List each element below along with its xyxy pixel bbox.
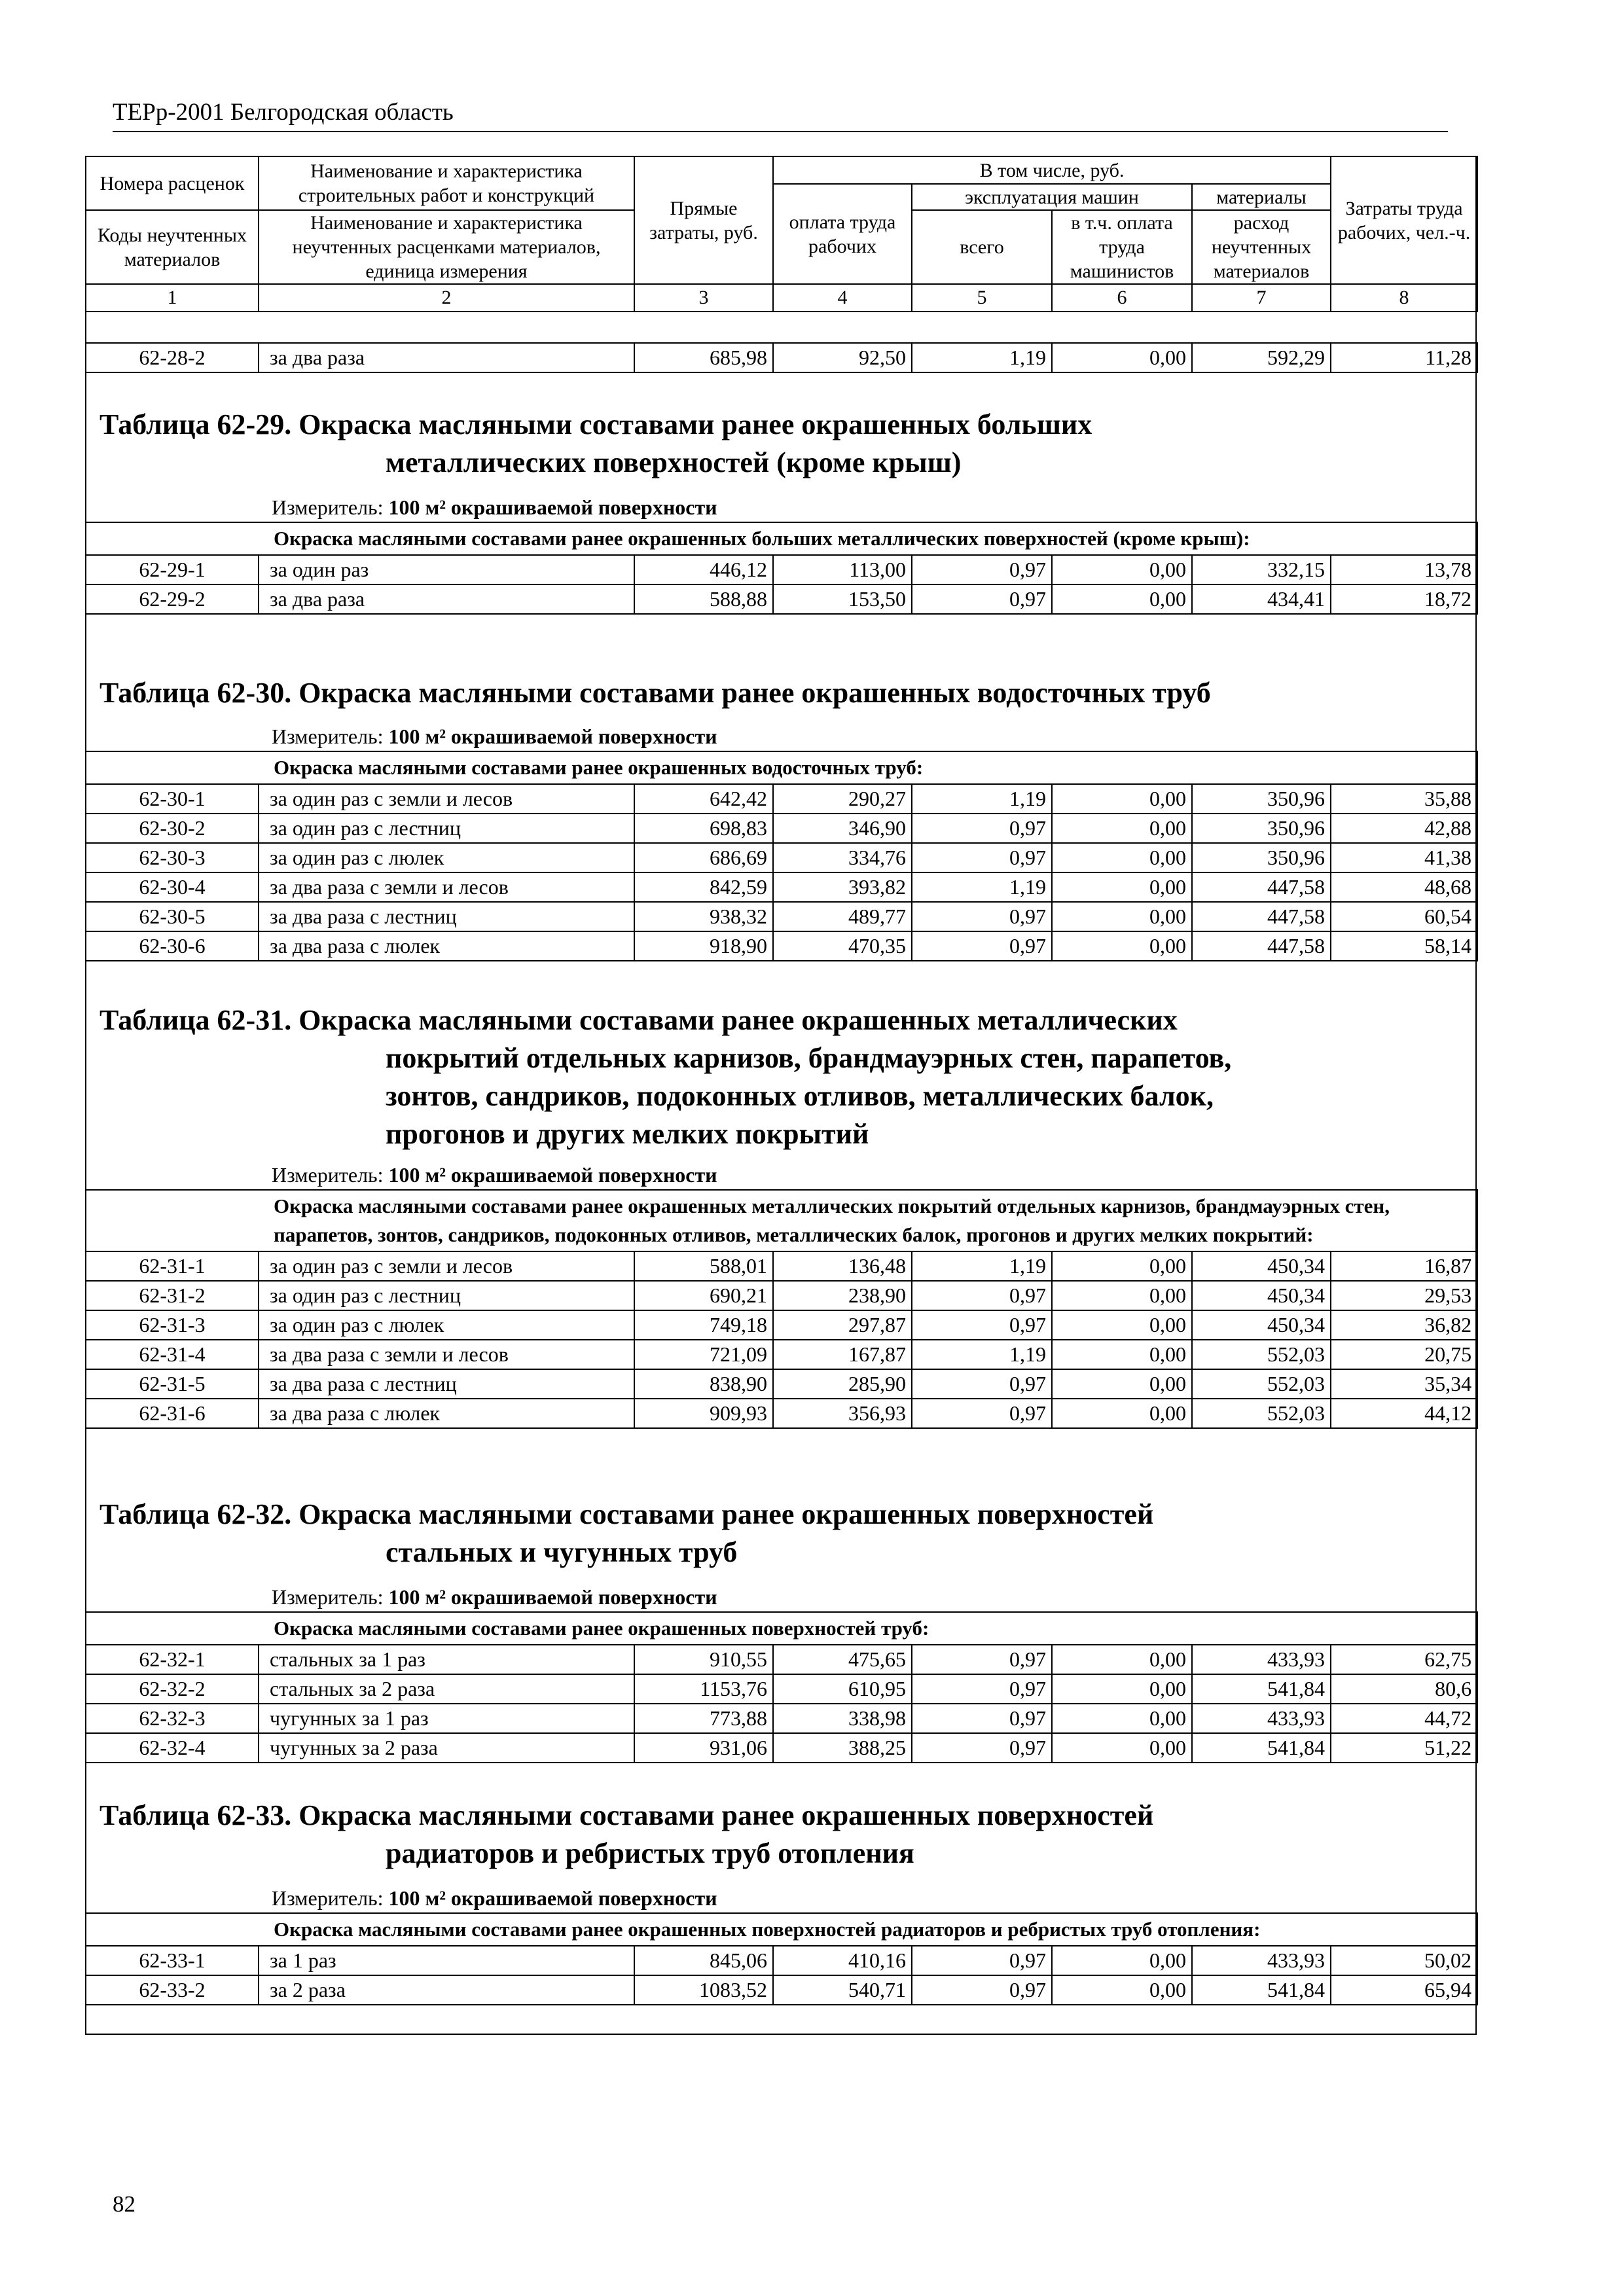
header-direct-costs: Прямые затраты, руб. — [634, 156, 773, 284]
rate-description-cell: за два раза с лестниц — [259, 902, 634, 931]
rate-code-cell: 62-30-1 — [86, 784, 259, 814]
value-cell: 0,00 — [1052, 1645, 1192, 1674]
value-cell: 446,12 — [634, 555, 773, 584]
table-title-line: прогонов и других мелких покрытий — [386, 1118, 869, 1150]
table-row — [86, 1340, 1477, 1369]
rate-code-cell: 62-28-2 — [86, 343, 259, 372]
value-cell: 0,97 — [912, 1645, 1052, 1674]
rate-code-cell: 62-30-6 — [86, 931, 259, 961]
rates-table — [85, 1912, 1478, 2005]
value-cell: 44,72 — [1331, 1704, 1477, 1733]
value-cell: 62,75 — [1331, 1645, 1477, 1674]
table-row — [86, 843, 1477, 872]
value-cell: 60,54 — [1331, 902, 1477, 931]
value-cell: 0,00 — [1052, 931, 1192, 961]
header-work-name: Наименование и характеристика строительных работ и конструкций — [259, 156, 634, 210]
value-cell: 721,09 — [634, 1340, 773, 1369]
table-row — [86, 902, 1477, 931]
value-cell: 350,96 — [1192, 784, 1331, 814]
value-cell: 433,93 — [1192, 1946, 1331, 1975]
meter-line — [272, 1162, 717, 1188]
header-machinist-pay: в т.ч. оплата труда машинистов — [1052, 210, 1192, 284]
header-material-name: Наименование и характеристика неучтенных расценками материалов, единица измерения — [259, 210, 634, 284]
column-number-7: 7 — [1192, 284, 1331, 312]
rate-code-cell: 62-29-1 — [86, 555, 259, 584]
value-cell: 0,00 — [1052, 1704, 1192, 1733]
value-cell: 447,58 — [1192, 931, 1331, 961]
value-cell: 749,18 — [634, 1310, 773, 1340]
value-cell: 50,02 — [1331, 1946, 1477, 1975]
value-cell: 113,00 — [773, 555, 912, 584]
column-number-4: 4 — [773, 284, 912, 312]
value-cell: 1083,52 — [634, 1975, 773, 2005]
header-including: В том числе, руб. — [773, 156, 1331, 184]
table-title-line: Таблица 62-32. Окраска масляными составами ранее окрашенных поверхностей — [99, 1498, 1154, 1530]
rate-description-cell: стальных за 1 раз — [259, 1645, 634, 1674]
column-number-8: 8 — [1331, 284, 1477, 312]
rate-code-cell: 62-33-2 — [86, 1975, 259, 2005]
value-cell: 0,00 — [1052, 1369, 1192, 1399]
value-cell: 552,03 — [1192, 1369, 1331, 1399]
meter-label: Измеритель: — [272, 1585, 384, 1609]
value-cell: 65,94 — [1331, 1975, 1477, 2005]
value-cell: 346,90 — [773, 814, 912, 843]
value-cell: 48,68 — [1331, 872, 1477, 902]
value-cell: 20,75 — [1331, 1340, 1477, 1369]
value-cell: 450,34 — [1192, 1310, 1331, 1340]
value-cell: 592,29 — [1192, 343, 1331, 372]
value-cell: 29,53 — [1331, 1281, 1477, 1310]
table-title-line: Таблица 62-29. Окраска масляными составами ранее окрашенных больших — [99, 408, 1092, 440]
value-cell: 910,55 — [634, 1645, 773, 1674]
table-title-line: Таблица 62-30. Окраска масляными составами ранее окрашенных водосточных труб — [99, 677, 1211, 709]
meter-value: 100 м² окрашиваемой поверхности — [388, 1886, 717, 1910]
table-title-line: покрытий отдельных карнизов, брандмауэрных стен, парапетов, — [386, 1042, 1232, 1074]
rate-description-cell: стальных за 2 раза — [259, 1674, 634, 1704]
value-cell: 938,32 — [634, 902, 773, 931]
value-cell: 1153,76 — [634, 1674, 773, 1704]
header-labor-pay: оплата труда рабочих — [773, 184, 912, 284]
value-cell: 0,00 — [1052, 1281, 1192, 1310]
header-machine-operation: эксплуатация машин — [912, 184, 1192, 210]
table-row — [86, 1310, 1477, 1340]
table-title — [99, 406, 1468, 482]
rate-code-cell: 62-32-4 — [86, 1733, 259, 1763]
value-cell: 450,34 — [1192, 1251, 1331, 1281]
value-cell: 11,28 — [1331, 343, 1477, 372]
value-cell: 0,00 — [1052, 902, 1192, 931]
value-cell: 41,38 — [1331, 843, 1477, 872]
rate-description-cell: за два раза с лестниц — [259, 1369, 634, 1399]
meter-line — [272, 1885, 717, 1911]
column-number-2: 2 — [259, 284, 634, 312]
column-number-6: 6 — [1052, 284, 1192, 312]
value-cell: 136,48 — [773, 1251, 912, 1281]
rate-description-cell: за один раз — [259, 555, 634, 584]
value-cell: 393,82 — [773, 872, 912, 902]
value-cell: 470,35 — [773, 931, 912, 961]
meter-line — [272, 494, 717, 520]
meter-value: 100 м² окрашиваемой поверхности — [388, 495, 717, 519]
value-cell: 0,00 — [1052, 1674, 1192, 1704]
value-cell: 0,97 — [912, 1369, 1052, 1399]
value-cell: 588,01 — [634, 1251, 773, 1281]
table-title-line: зонтов, сандриков, подоконных отливов, металлических балок, — [386, 1080, 1214, 1112]
meter-line — [272, 723, 717, 749]
rate-description-cell: за один раз с лестниц — [259, 814, 634, 843]
table-title-line: металлических поверхностей (кроме крыш) — [386, 446, 962, 478]
meter-label: Измеритель: — [272, 1886, 384, 1910]
rate-description-cell: за два раза — [259, 584, 634, 614]
value-cell: 540,71 — [773, 1975, 912, 2005]
value-cell: 238,90 — [773, 1281, 912, 1310]
value-cell: 332,15 — [1192, 555, 1331, 584]
value-cell: 931,06 — [634, 1733, 773, 1763]
header-rule — [113, 131, 1448, 132]
table-title-line: радиаторов и ребристых труб отопления — [386, 1837, 914, 1869]
value-cell: 0,00 — [1052, 1310, 1192, 1340]
value-cell: 698,83 — [634, 814, 773, 843]
value-cell: 447,58 — [1192, 902, 1331, 931]
table-row — [86, 1281, 1477, 1310]
value-cell: 0,00 — [1052, 555, 1192, 584]
value-cell: 13,78 — [1331, 555, 1477, 584]
value-cell: 918,90 — [634, 931, 773, 961]
value-cell: 0,00 — [1052, 1251, 1192, 1281]
value-cell: 356,93 — [773, 1399, 912, 1428]
value-cell: 489,77 — [773, 902, 912, 931]
rate-description-cell: за один раз с лестниц — [259, 1281, 634, 1310]
value-cell: 845,06 — [634, 1946, 773, 1975]
value-cell: 0,97 — [912, 843, 1052, 872]
table-title — [99, 1496, 1468, 1571]
rate-code-cell: 62-31-6 — [86, 1399, 259, 1428]
value-cell: 0,00 — [1052, 343, 1192, 372]
value-cell: 0,00 — [1052, 584, 1192, 614]
value-cell: 773,88 — [634, 1704, 773, 1733]
rate-code-cell: 62-29-2 — [86, 584, 259, 614]
value-cell: 541,84 — [1192, 1975, 1331, 2005]
value-cell: 909,93 — [634, 1399, 773, 1428]
value-cell: 1,19 — [912, 1251, 1052, 1281]
value-cell: 410,16 — [773, 1946, 912, 1975]
value-cell: 552,03 — [1192, 1399, 1331, 1428]
value-cell: 0,97 — [912, 1704, 1052, 1733]
value-cell: 0,97 — [912, 1733, 1052, 1763]
meter-value: 100 м² окрашиваемой поверхности — [388, 725, 717, 748]
table-row — [86, 1733, 1477, 1763]
table-row — [86, 784, 1477, 814]
value-cell: 541,84 — [1192, 1674, 1331, 1704]
value-cell: 450,34 — [1192, 1281, 1331, 1310]
rates-table — [85, 751, 1478, 961]
table-title-line: Таблица 62-33. Окраска масляными составами ранее окрашенных поверхностей — [99, 1799, 1154, 1831]
table-row — [86, 1975, 1477, 2005]
value-cell: 388,25 — [773, 1733, 912, 1763]
meter-value: 100 м² окрашиваемой поверхности — [388, 1163, 717, 1187]
value-cell: 0,00 — [1052, 1975, 1192, 2005]
value-cell: 0,97 — [912, 1674, 1052, 1704]
rates-table — [85, 522, 1478, 615]
value-cell: 552,03 — [1192, 1340, 1331, 1369]
rate-description-cell: чугунных за 1 раз — [259, 1704, 634, 1733]
group-heading: Окраска масляными составами ранее окрашенных поверхностей радиаторов и ребристых труб отопления: — [86, 1913, 1477, 1946]
value-cell: 0,97 — [912, 1946, 1052, 1975]
table-row — [86, 1251, 1477, 1281]
value-cell: 433,93 — [1192, 1645, 1331, 1674]
value-cell: 838,90 — [634, 1369, 773, 1399]
value-cell: 0,00 — [1052, 1399, 1192, 1428]
value-cell: 0,97 — [912, 931, 1052, 961]
table-title-line: стальных и чугунных труб — [386, 1536, 738, 1568]
value-cell: 0,97 — [912, 555, 1052, 584]
rate-code-cell: 62-30-2 — [86, 814, 259, 843]
value-cell: 0,00 — [1052, 784, 1192, 814]
rate-code-cell: 62-30-4 — [86, 872, 259, 902]
group-heading: Окраска масляными составами ранее окрашенных поверхностей труб: — [86, 1612, 1477, 1645]
rate-description-cell: за один раз с люлек — [259, 1310, 634, 1340]
page-number: 82 — [113, 2191, 135, 2217]
value-cell: 58,14 — [1331, 931, 1477, 961]
value-cell: 686,69 — [634, 843, 773, 872]
value-cell: 1,19 — [912, 343, 1052, 372]
value-cell: 0,00 — [1052, 843, 1192, 872]
header-rate-numbers: Номера расценок — [86, 156, 259, 210]
column-number-5: 5 — [912, 284, 1052, 312]
table-row — [86, 1645, 1477, 1674]
rate-description-cell: за два раза — [259, 343, 634, 372]
value-cell: 0,97 — [912, 1399, 1052, 1428]
table-row — [86, 872, 1477, 902]
header-materials: материалы — [1192, 184, 1331, 210]
value-cell: 0,00 — [1052, 1733, 1192, 1763]
value-cell: 0,00 — [1052, 872, 1192, 902]
header-material-consumption: расход неучтенных материалов — [1192, 210, 1331, 284]
rate-code-cell: 62-31-2 — [86, 1281, 259, 1310]
value-cell: 36,82 — [1331, 1310, 1477, 1340]
table-row — [86, 931, 1477, 961]
value-cell: 44,12 — [1331, 1399, 1477, 1428]
value-cell: 51,22 — [1331, 1733, 1477, 1763]
table-row — [86, 814, 1477, 843]
rate-code-cell: 62-31-5 — [86, 1369, 259, 1399]
group-heading: Окраска масляными составами ранее окрашенных водосточных труб: — [86, 751, 1477, 784]
rate-code-cell: 62-33-1 — [86, 1946, 259, 1975]
rate-code-cell: 62-32-3 — [86, 1704, 259, 1733]
value-cell: 0,97 — [912, 1310, 1052, 1340]
column-number-1: 1 — [86, 284, 259, 312]
rate-description-cell: за один раз с люлек — [259, 843, 634, 872]
header-total: всего — [912, 210, 1052, 284]
value-cell: 0,00 — [1052, 814, 1192, 843]
value-cell: 0,97 — [912, 814, 1052, 843]
rate-code-cell: 62-31-4 — [86, 1340, 259, 1369]
value-cell: 92,50 — [773, 343, 912, 372]
group-heading: Окраска масляными составами ранее окрашенных больших металлических поверхностей (кроме крыш): — [86, 522, 1477, 555]
table-row — [86, 584, 1477, 614]
rates-table — [85, 1611, 1478, 1763]
value-cell: 338,98 — [773, 1704, 912, 1733]
rate-code-cell: 62-32-2 — [86, 1674, 259, 1704]
value-cell: 588,88 — [634, 584, 773, 614]
table-row — [86, 1369, 1477, 1399]
rate-code-cell: 62-31-3 — [86, 1310, 259, 1340]
rate-code-cell: 62-31-1 — [86, 1251, 259, 1281]
value-cell: 447,58 — [1192, 872, 1331, 902]
rate-description-cell: за один раз с земли и лесов — [259, 784, 634, 814]
table-title — [99, 1797, 1468, 1873]
value-cell: 1,19 — [912, 784, 1052, 814]
column-header-table — [85, 156, 1478, 312]
rate-description-cell: за два раза с земли и лесов — [259, 872, 634, 902]
value-cell: 297,87 — [773, 1310, 912, 1340]
value-cell: 334,76 — [773, 843, 912, 872]
value-cell: 350,96 — [1192, 843, 1331, 872]
continued-rows-table — [85, 342, 1478, 373]
meter-line — [272, 1584, 717, 1610]
value-cell: 1,19 — [912, 1340, 1052, 1369]
value-cell: 434,41 — [1192, 584, 1331, 614]
value-cell: 642,42 — [634, 784, 773, 814]
value-cell: 0,97 — [912, 1975, 1052, 2005]
value-cell: 0,97 — [912, 584, 1052, 614]
value-cell: 610,95 — [773, 1674, 912, 1704]
table-row — [86, 343, 1477, 372]
table-row — [86, 1399, 1477, 1428]
value-cell: 433,93 — [1192, 1704, 1331, 1733]
page-header-title: ТЕРр-2001 Белгородская область — [113, 99, 454, 126]
rate-description-cell: за 2 раза — [259, 1975, 634, 2005]
value-cell: 541,84 — [1192, 1733, 1331, 1763]
table-row — [86, 1946, 1477, 1975]
value-cell: 153,50 — [773, 584, 912, 614]
value-cell: 167,87 — [773, 1340, 912, 1369]
column-number-3: 3 — [634, 284, 773, 312]
rate-description-cell: чугунных за 2 раза — [259, 1733, 634, 1763]
meter-label: Измеритель: — [272, 725, 384, 748]
value-cell: 842,59 — [634, 872, 773, 902]
meter-value: 100 м² окрашиваемой поверхности — [388, 1585, 717, 1609]
rate-description-cell: за два раза с земли и лесов — [259, 1340, 634, 1369]
rate-code-cell: 62-30-3 — [86, 843, 259, 872]
value-cell: 42,88 — [1331, 814, 1477, 843]
rate-description-cell: за один раз с земли и лесов — [259, 1251, 634, 1281]
value-cell: 290,27 — [773, 784, 912, 814]
table-row — [86, 1674, 1477, 1704]
table-row — [86, 555, 1477, 584]
value-cell: 35,34 — [1331, 1369, 1477, 1399]
value-cell: 350,96 — [1192, 814, 1331, 843]
header-material-codes: Коды неучтенных материалов — [86, 210, 259, 284]
value-cell: 16,87 — [1331, 1251, 1477, 1281]
value-cell: 0,97 — [912, 902, 1052, 931]
value-cell: 0,97 — [912, 1281, 1052, 1310]
value-cell: 690,21 — [634, 1281, 773, 1310]
value-cell: 285,90 — [773, 1369, 912, 1399]
rate-description-cell: за два раза с люлек — [259, 1399, 634, 1428]
value-cell: 0,00 — [1052, 1946, 1192, 1975]
rates-table — [85, 1189, 1478, 1429]
value-cell: 1,19 — [912, 872, 1052, 902]
value-cell: 685,98 — [634, 343, 773, 372]
meter-label: Измеритель: — [272, 1163, 384, 1187]
value-cell: 0,00 — [1052, 1340, 1192, 1369]
rate-code-cell: 62-30-5 — [86, 902, 259, 931]
header-labor-costs: Затраты труда рабочих, чел.-ч. — [1331, 156, 1477, 284]
value-cell: 18,72 — [1331, 584, 1477, 614]
group-heading: Окраска масляными составами ранее окрашенных металлических покрытий отдельных карнизов, брандмауэрных стен, парапетов, зонтов, сандриков, подоконных отливов, металлических балок, прогонов и других мелких покрытий: — [86, 1190, 1477, 1251]
table-title-line: Таблица 62-31. Окраска масляными составами ранее окрашенных металлических — [99, 1004, 1178, 1036]
rate-description-cell: за 1 раз — [259, 1946, 634, 1975]
rate-code-cell: 62-32-1 — [86, 1645, 259, 1674]
table-title — [99, 674, 1468, 712]
table-row — [86, 1704, 1477, 1733]
rate-description-cell: за два раза с люлек — [259, 931, 634, 961]
value-cell: 475,65 — [773, 1645, 912, 1674]
meter-label: Измеритель: — [272, 495, 384, 519]
value-cell: 80,6 — [1331, 1674, 1477, 1704]
value-cell: 35,88 — [1331, 784, 1477, 814]
table-title — [99, 1001, 1468, 1153]
